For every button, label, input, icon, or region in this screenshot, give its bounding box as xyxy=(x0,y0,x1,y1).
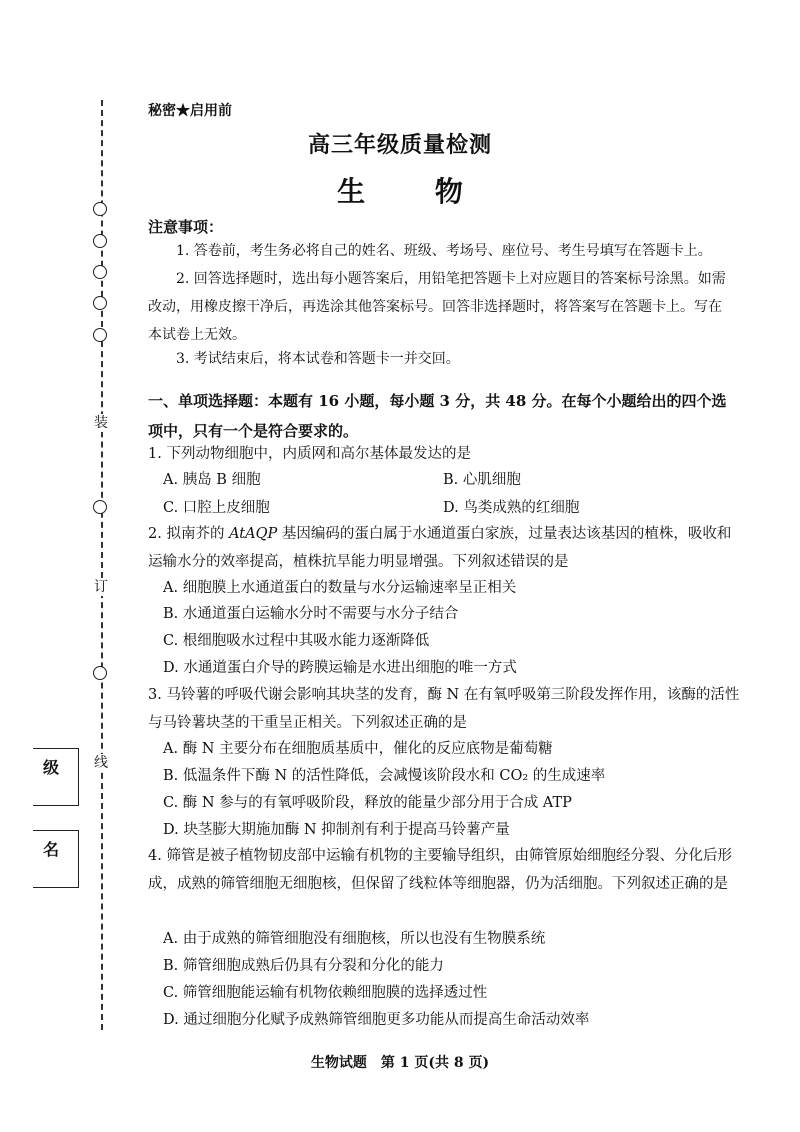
subject-title: 生 物 xyxy=(337,175,493,208)
binding-hole xyxy=(93,234,107,248)
question-1-option-a: A. 胰岛 B 细胞 xyxy=(163,472,261,488)
question-1-option-d: D. 鸟类成熟的红细胞 xyxy=(443,500,580,516)
question-2-stem-post: 基因编码的蛋白属于水通道蛋白家族，过量表达该基因的植株，吸收和运输水分的效率提高，植株抗旱能力明显增强。下列叙述错误的是 xyxy=(148,526,732,570)
question-2-option-b: B. 水通道蛋白运输水分时不需要与水分子结合 xyxy=(163,606,459,622)
binding-hole xyxy=(93,666,107,680)
question-1-option-b: B. 心肌细胞 xyxy=(443,472,521,488)
question-2-stem xyxy=(148,520,740,576)
question-3-option-d: D. 块茎膨大期施加酶 N 抑制剂有利于提高马铃薯产量 xyxy=(163,822,510,838)
question-2-stem-pre: 2. 拟南芥的 xyxy=(148,526,230,542)
notes-title: 注意事项： xyxy=(148,218,224,236)
binding-hole xyxy=(93,265,107,279)
question-3-option-a: A. 酶 N 主要分布在细胞质基质中，催化的反应底物是葡萄糖 xyxy=(163,741,553,757)
question-4-stem: 4. 筛管是被子植物韧皮部中运输有机物的主要输导组织，由筛管原始细胞经分裂、分化后形成，成熟的筛管细胞无细胞核，但保留了线粒体等细胞器，仍为活细胞。下列叙述正确的是 xyxy=(148,848,732,892)
binding-hole xyxy=(93,296,107,310)
notes-item-3: 3. 考试结束后，将本试卷和答题卡一并交回。 xyxy=(176,351,460,367)
class-label: 级 xyxy=(43,758,60,777)
question-4-option-d: D. 通过细胞分化赋予成熟筛管细胞更多功能从而提高生命活动效率 xyxy=(163,1012,590,1028)
question-2-option-a: A. 细胞膜上水通道蛋白的数量与水分运输速率呈正相关 xyxy=(163,580,517,596)
question-1-option-c: C. 口腔上皮细胞 xyxy=(163,500,270,516)
secret-label: 秘密★启用前 xyxy=(148,103,232,119)
question-2-option-d: D. 水通道蛋白介导的跨膜运输是水进出细胞的唯一方式 xyxy=(163,660,517,676)
binding-char-xian: 线 xyxy=(94,755,108,771)
section-heading: 一、单项选择题：本题有 16 小题，每小题 3 分，共 48 分。在每个小题给出的四个选项中，只有一个是符合要求的。 xyxy=(148,392,727,440)
binding-char-ding: 订 xyxy=(94,579,108,595)
gene-name: AtAQP xyxy=(229,526,278,542)
name-label: 名 xyxy=(43,840,60,859)
question-1-stem: 1. 下列动物细胞中，内质网和高尔基体最发达的是 xyxy=(148,446,471,462)
binding-hole xyxy=(93,500,107,514)
question-4-option-c: C. 筛管细胞能运输有机物依赖细胞膜的选择透过性 xyxy=(163,985,488,1001)
question-4-option-a: A. 由于成熟的筛管细胞没有细胞核，所以也没有生物膜系统 xyxy=(163,931,546,947)
question-3-option-b: B. 低温条件下酶 N 的活性降低，会减慢该阶段水和 CO₂ 的生成速率 xyxy=(163,768,606,784)
question-3-stem: 3. 马铃薯的呼吸代谢会影响其块茎的发育，酶 N 在有氧呼吸第三阶段发挥作用，该酶的活性与马铃薯块茎的干重呈正相关。下列叙述正确的是 xyxy=(148,687,740,731)
page-footer: 生物试题 第 1 页(共 8 页) xyxy=(310,1055,490,1071)
binding-hole xyxy=(93,328,107,342)
question-2-option-c: C. 根细胞吸水过程中其吸水能力逐渐降低 xyxy=(163,633,430,649)
class-field xyxy=(33,748,79,806)
binding-char-zhuang: 装 xyxy=(94,415,108,431)
notes-item-1: 1. 答卷前，考生务必将自己的姓名、班级、考场号、座位号、考生号填写在答题卡上。 xyxy=(176,243,712,259)
question-4-option-b: B. 筛管细胞成熟后仍具有分裂和分化的能力 xyxy=(163,958,444,974)
name-field xyxy=(33,830,79,888)
exam-title: 高三年级质量检测 xyxy=(307,132,492,158)
question-3-option-c: C. 酶 N 参与的有氧呼吸阶段，释放的能量少部分用于合成 ATP xyxy=(163,795,572,811)
notes-item-2: 2. 回答选择题时，选出每小题答案后，用铅笔把答题卡上对应题目的答案标号涂黑。如需改动，用橡皮擦干净后，再选涂其他答案标号。回答非选择题时，将答案写在答题卡上。写在本试卷上无效。 xyxy=(148,271,726,343)
